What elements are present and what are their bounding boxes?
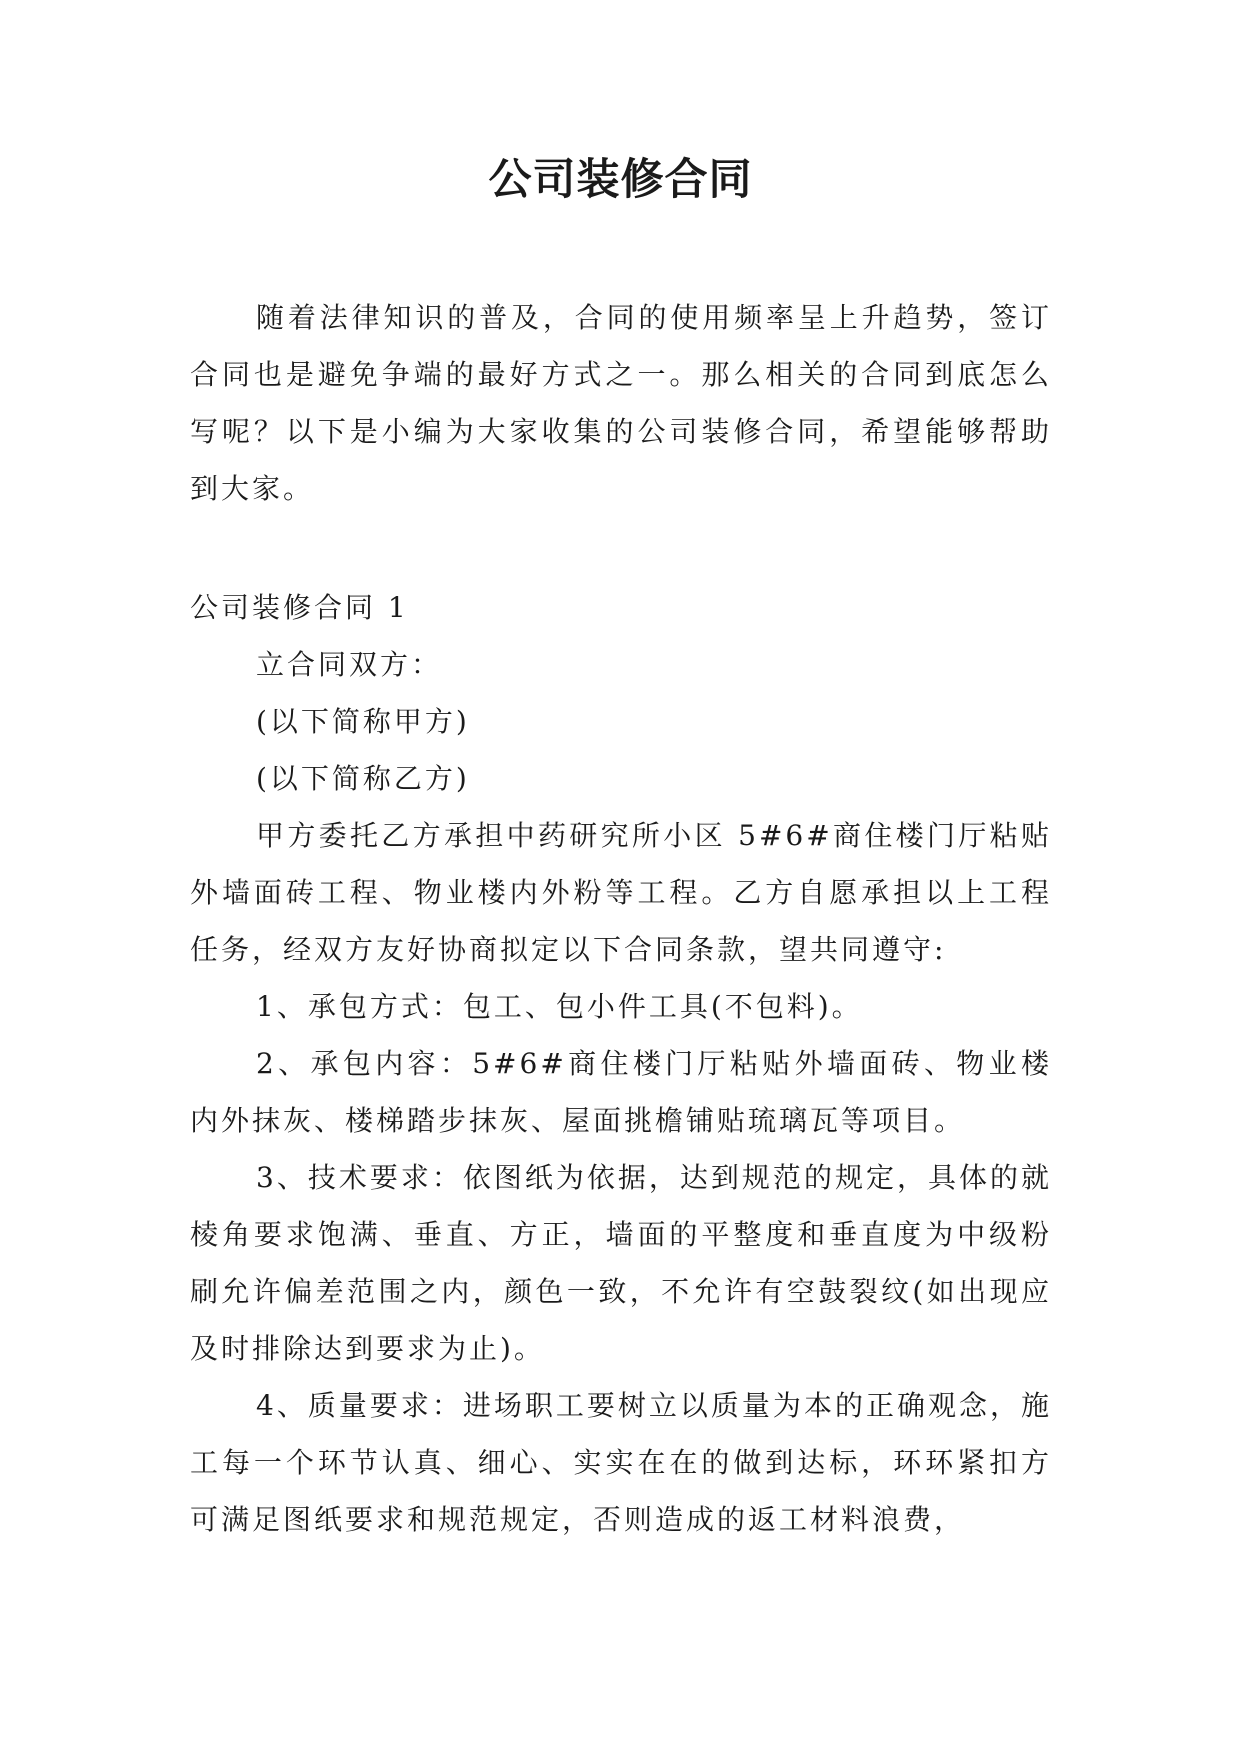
party-a-line: (以下简称甲方) bbox=[256, 705, 470, 738]
clause-2: 2、承包内容：5#6#商住楼门厅粘贴外墙面砖、物业楼内外抹灰、楼梯踏步抹灰、屋面挑檐铺贴琉璃瓦等项目。 bbox=[190, 1047, 1052, 1137]
clause-1: 1、承包方式：包工、包小件工具(不包料)。 bbox=[256, 990, 863, 1023]
document-title: 公司装修合同 bbox=[488, 155, 753, 205]
clause-4: 4、质量要求：进场职工要树立以质量为本的正确观念，施工每一个环节认真、细心、实实在在的做到达标，环环紧扣方可满足图纸要求和规范规定，否则造成的返工材料浪费， bbox=[190, 1389, 1052, 1536]
section-heading: 公司装修合同 1 bbox=[190, 591, 409, 624]
scope-paragraph: 甲方委托乙方承担中药研究所小区 5#6#商住楼门厅粘贴外墙面砖工程、物业楼内外粉等工程。乙方自愿承担以上工程任务，经双方友好协商拟定以下合同条款，望共同遵守: bbox=[190, 819, 1052, 966]
clause-3: 3、技术要求：依图纸为依据，达到规范的规定，具体的就棱角要求饱满、垂直、方正，墙面的平整度和垂直度为中级粉刷允许偏差范围之内，颜色一致，不允许有空鼓裂纹(如出现应及时排除达到要求为止)。 bbox=[190, 1161, 1052, 1365]
parties-label: 立合同双方： bbox=[256, 648, 443, 681]
contract-section bbox=[190, 579, 1052, 1548]
intro-paragraph: 随着法律知识的普及，合同的使用频率呈上升趋势，签订合同也是避免争端的最好方式之一。那么相关的合同到底怎么写呢？以下是小编为大家收集的公司装修合同，希望能够帮助到大家。 bbox=[190, 301, 1052, 505]
party-b-line: (以下简称乙方) bbox=[256, 762, 470, 795]
